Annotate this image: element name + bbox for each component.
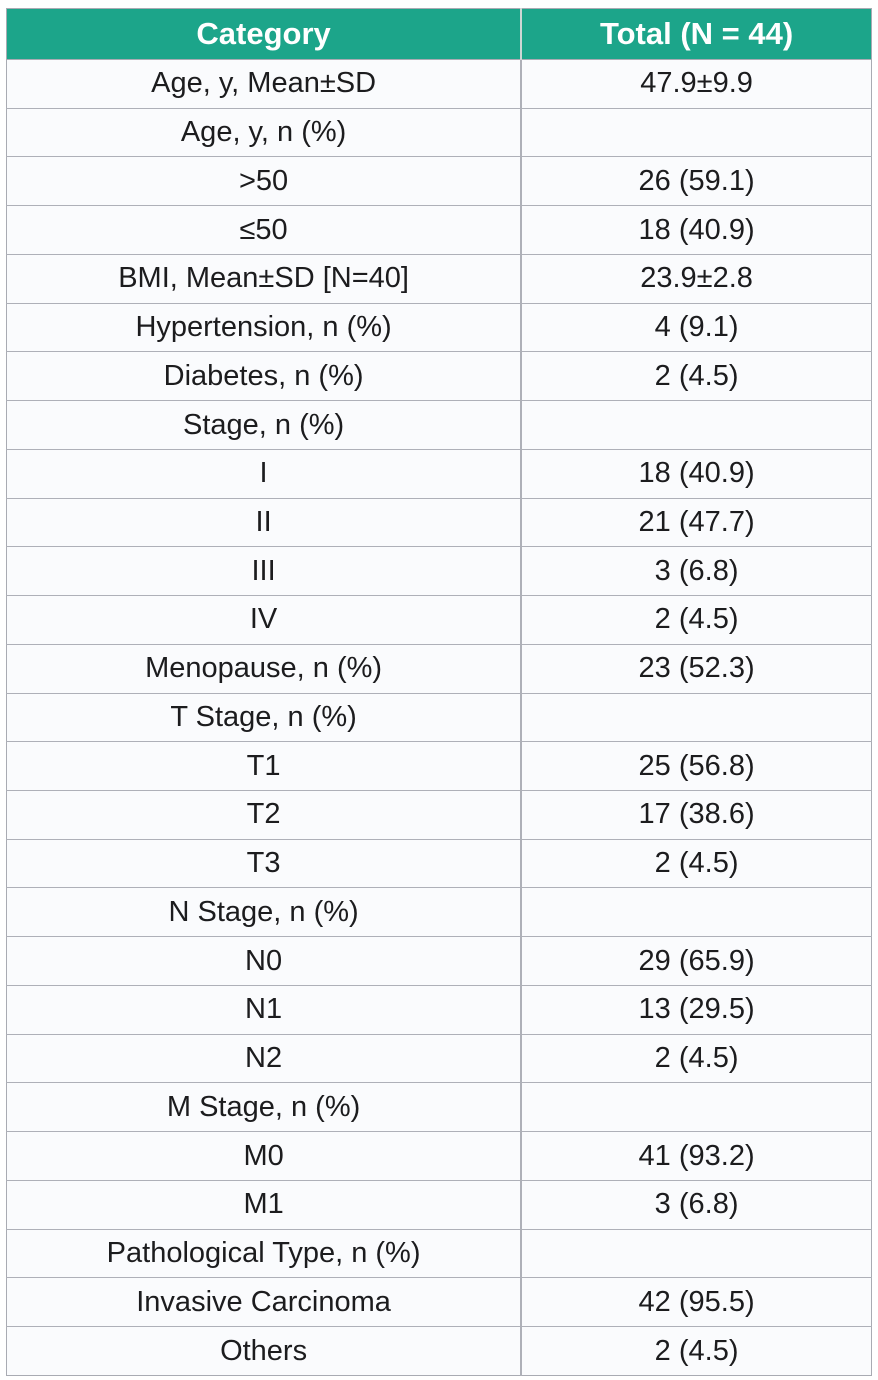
category-cell: Stage, n (%) bbox=[7, 401, 522, 450]
category-cell: Pathological Type, n (%) bbox=[7, 1229, 522, 1278]
total-cell: 2 (4.5) bbox=[521, 596, 871, 645]
category-cell: Hypertension, n (%) bbox=[7, 303, 522, 352]
category-cell: N0 bbox=[7, 937, 522, 986]
total-cell: 47.9±9.9 bbox=[521, 60, 871, 109]
table-row bbox=[7, 1327, 872, 1376]
table-row bbox=[7, 937, 872, 986]
category-cell: T3 bbox=[7, 839, 522, 888]
category-cell: Invasive Carcinoma bbox=[7, 1278, 522, 1327]
table-row bbox=[7, 1083, 872, 1132]
table-row bbox=[7, 1180, 872, 1229]
category-cell: Age, y, Mean±SD bbox=[7, 60, 522, 109]
table-header bbox=[7, 9, 872, 60]
total-cell bbox=[521, 108, 871, 157]
table-row bbox=[7, 60, 872, 109]
total-cell: 23.9±2.8 bbox=[521, 254, 871, 303]
category-cell: I bbox=[7, 449, 522, 498]
table-row bbox=[7, 1229, 872, 1278]
table-row bbox=[7, 888, 872, 937]
total-cell: 2 (4.5) bbox=[521, 1327, 871, 1376]
category-cell: III bbox=[7, 547, 522, 596]
total-cell: 41 (93.2) bbox=[521, 1132, 871, 1181]
category-cell: IV bbox=[7, 596, 522, 645]
table-row bbox=[7, 157, 872, 206]
total-cell: 23 (52.3) bbox=[521, 644, 871, 693]
table-row bbox=[7, 547, 872, 596]
table-row bbox=[7, 108, 872, 157]
category-cell: N1 bbox=[7, 985, 522, 1034]
header-row bbox=[7, 9, 872, 60]
table-row bbox=[7, 352, 872, 401]
total-cell: 26 (59.1) bbox=[521, 157, 871, 206]
total-cell: 2 (4.5) bbox=[521, 1034, 871, 1083]
total-cell bbox=[521, 401, 871, 450]
category-cell: T1 bbox=[7, 742, 522, 791]
table-row bbox=[7, 206, 872, 255]
category-cell: Menopause, n (%) bbox=[7, 644, 522, 693]
total-cell bbox=[521, 1229, 871, 1278]
category-cell: M0 bbox=[7, 1132, 522, 1181]
category-cell: T2 bbox=[7, 791, 522, 840]
table-row bbox=[7, 254, 872, 303]
category-cell: M Stage, n (%) bbox=[7, 1083, 522, 1132]
category-cell: Others bbox=[7, 1327, 522, 1376]
category-cell: N Stage, n (%) bbox=[7, 888, 522, 937]
total-cell: 42 (95.5) bbox=[521, 1278, 871, 1327]
table-body bbox=[7, 60, 872, 1376]
total-cell: 18 (40.9) bbox=[521, 449, 871, 498]
table-row bbox=[7, 693, 872, 742]
table-row bbox=[7, 1034, 872, 1083]
table-row bbox=[7, 498, 872, 547]
total-cell: 17 (38.6) bbox=[521, 791, 871, 840]
total-cell bbox=[521, 693, 871, 742]
category-cell: II bbox=[7, 498, 522, 547]
category-cell: >50 bbox=[7, 157, 522, 206]
table-row bbox=[7, 449, 872, 498]
total-cell: 2 (4.5) bbox=[521, 352, 871, 401]
total-cell bbox=[521, 888, 871, 937]
category-cell: BMI, Mean±SD [N=40] bbox=[7, 254, 522, 303]
category-cell: ≤50 bbox=[7, 206, 522, 255]
category-cell: T Stage, n (%) bbox=[7, 693, 522, 742]
column-header-total: Total (N = 44) bbox=[521, 9, 871, 60]
total-cell: 3 (6.8) bbox=[521, 1180, 871, 1229]
category-cell: Diabetes, n (%) bbox=[7, 352, 522, 401]
table-row bbox=[7, 791, 872, 840]
column-header-category: Category bbox=[7, 9, 522, 60]
total-cell: 21 (47.7) bbox=[521, 498, 871, 547]
table-row bbox=[7, 644, 872, 693]
total-cell: 13 (29.5) bbox=[521, 985, 871, 1034]
patient-characteristics-table bbox=[6, 8, 872, 1376]
category-cell: N2 bbox=[7, 1034, 522, 1083]
total-cell: 18 (40.9) bbox=[521, 206, 871, 255]
total-cell: 3 (6.8) bbox=[521, 547, 871, 596]
table-row bbox=[7, 1132, 872, 1181]
table-row bbox=[7, 742, 872, 791]
category-cell: Age, y, n (%) bbox=[7, 108, 522, 157]
table-row bbox=[7, 839, 872, 888]
table-row bbox=[7, 985, 872, 1034]
total-cell: 4 (9.1) bbox=[521, 303, 871, 352]
table-row bbox=[7, 596, 872, 645]
total-cell: 25 (56.8) bbox=[521, 742, 871, 791]
total-cell: 2 (4.5) bbox=[521, 839, 871, 888]
category-cell: M1 bbox=[7, 1180, 522, 1229]
total-cell bbox=[521, 1083, 871, 1132]
total-cell: 29 (65.9) bbox=[521, 937, 871, 986]
table-row bbox=[7, 1278, 872, 1327]
table-row bbox=[7, 303, 872, 352]
table-row bbox=[7, 401, 872, 450]
